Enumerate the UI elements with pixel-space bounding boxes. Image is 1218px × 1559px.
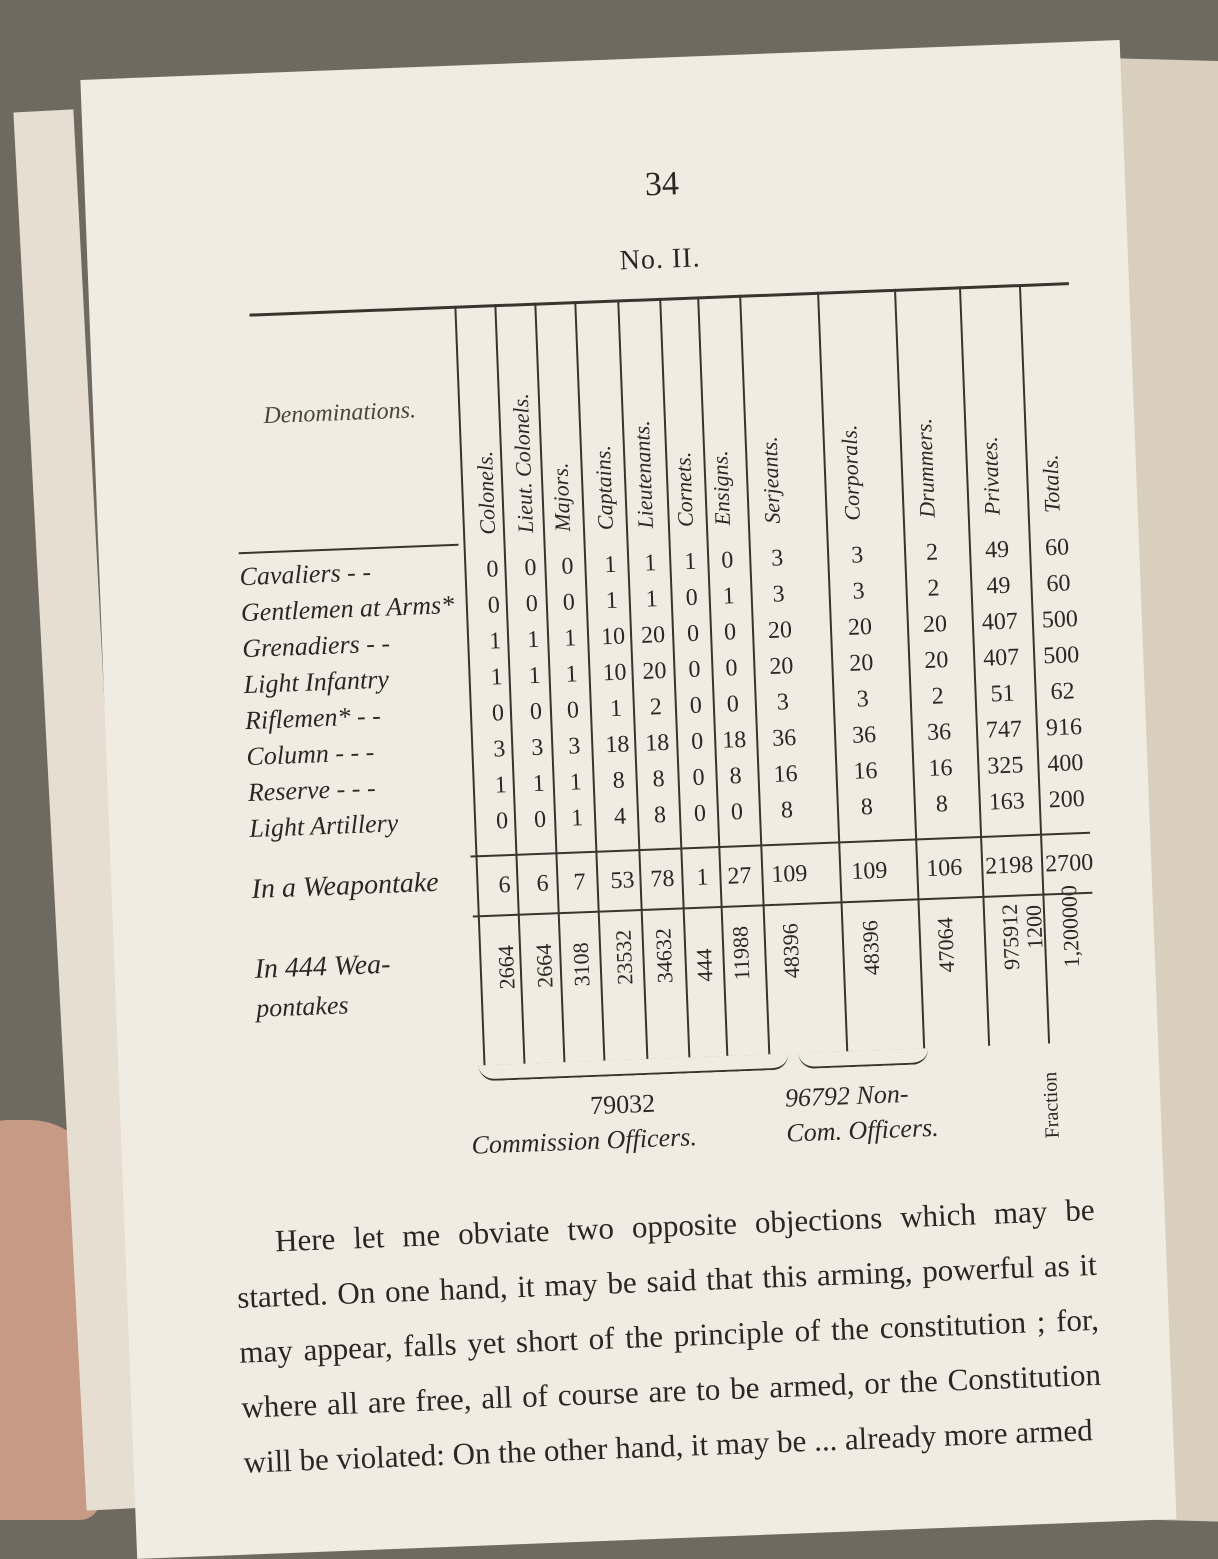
row-label: Riflemen* - - bbox=[244, 700, 382, 736]
table-cell: 0 bbox=[566, 697, 580, 724]
column-header: Ensigns. bbox=[707, 450, 735, 527]
table-cell: 1 bbox=[494, 772, 508, 799]
table-cell: 60 bbox=[1045, 570, 1071, 598]
table-cell: 0 bbox=[687, 656, 701, 684]
table-cell: 0 bbox=[495, 808, 509, 835]
table-cell: 0 bbox=[726, 691, 740, 718]
table-cell: 1 bbox=[532, 770, 546, 798]
table-cell: 0 bbox=[533, 806, 547, 834]
table-cell: 1 bbox=[569, 769, 583, 796]
header-underline bbox=[239, 544, 459, 554]
noncom-brace bbox=[798, 1048, 929, 1069]
table-cell: 16 bbox=[927, 755, 953, 782]
row-label: Light Infantry bbox=[243, 664, 390, 700]
body-text: Here let me obviate two opposite objections which may be started. On one hand, it may be said that this arming, powerful as it may appear, falls yet short of the principle of the constitution ; for, where all are free, all of course are to be armed, or the Constitution will be violated: On the other hand, it may be ... already more armed bbox=[236, 1191, 1102, 1480]
table-cell: 0 bbox=[487, 592, 501, 619]
table-cell: 3 bbox=[492, 736, 506, 763]
body-paragraph bbox=[234, 1182, 1104, 1490]
table-cell: 8 bbox=[612, 767, 626, 795]
table-cell: 0 bbox=[485, 556, 499, 583]
table-cell: 3 bbox=[772, 581, 786, 608]
table-cell: 747 bbox=[985, 716, 1023, 744]
table-cell: 325 bbox=[986, 752, 1024, 780]
page-number: 34 bbox=[644, 165, 680, 204]
table-cell: 18 bbox=[644, 729, 670, 757]
commission-total: 79032 bbox=[589, 1088, 656, 1121]
table-cell: 3 bbox=[850, 542, 864, 569]
table-cell: 36 bbox=[926, 719, 952, 746]
weapontake-cell: 6 bbox=[498, 872, 512, 899]
column-header: Serjeants. bbox=[756, 435, 785, 525]
fraction-label: Fraction bbox=[1039, 1071, 1064, 1139]
table-cell: 1 bbox=[643, 550, 657, 577]
weapontake-cell: 109 bbox=[770, 860, 808, 889]
table-cell: 8 bbox=[780, 797, 794, 824]
commission-label: Commission Officers. bbox=[471, 1122, 698, 1160]
total-label-2: pontakes bbox=[255, 990, 350, 1023]
table-cell: 36 bbox=[851, 721, 877, 749]
row-label: Gentlemen at Arms* bbox=[240, 590, 455, 628]
table-cell: 49 bbox=[985, 572, 1011, 600]
table-cell: 2 bbox=[649, 694, 663, 721]
table-cell: 10 bbox=[602, 659, 628, 687]
weapontake-cell: 2198 bbox=[984, 851, 1034, 880]
table-cell: 3 bbox=[852, 578, 866, 605]
table-cell: 0 bbox=[692, 764, 706, 791]
total-cell: 2664 bbox=[492, 944, 520, 990]
privates-extra-cell: 1200 bbox=[1020, 904, 1048, 950]
column-header: Drummers. bbox=[910, 417, 940, 519]
table-cell: 16 bbox=[853, 757, 878, 785]
column-header: Majors. bbox=[547, 462, 576, 533]
column-header: Captains. bbox=[589, 444, 619, 531]
table-cell: 0 bbox=[685, 584, 699, 612]
total-cell: 2664 bbox=[530, 943, 558, 989]
table-cell: 1 bbox=[645, 586, 659, 613]
table-cell: 0 bbox=[720, 547, 734, 574]
total-label-1: In 444 Wea- bbox=[254, 948, 391, 985]
row-label: Reserve - - - bbox=[247, 773, 377, 808]
table-cell: 1 bbox=[563, 625, 577, 652]
table-cell: 36 bbox=[771, 724, 797, 752]
row-label: Grenadiers - - bbox=[241, 628, 391, 664]
total-cell: 48396 bbox=[777, 922, 805, 979]
table-cell: 407 bbox=[982, 644, 1020, 672]
noncom-label: Com. Officers. bbox=[785, 1112, 940, 1148]
table-cell: 0 bbox=[723, 619, 737, 646]
table-title: No. II. bbox=[619, 242, 702, 277]
weapontake-cell: 7 bbox=[573, 869, 587, 896]
weapontake-cell: 1 bbox=[695, 864, 709, 891]
total-cell: 11988 bbox=[727, 925, 755, 981]
table-cell: 1 bbox=[683, 548, 697, 576]
total-cell: 3108 bbox=[567, 941, 595, 987]
table-cell: 8 bbox=[729, 763, 743, 790]
table-cell: 20 bbox=[847, 613, 873, 641]
weapontake-cell: 53 bbox=[610, 867, 636, 895]
table-cell: 8 bbox=[935, 791, 949, 818]
table-cell: 20 bbox=[767, 617, 793, 644]
table-cell: 200 bbox=[1048, 785, 1086, 814]
table-cell: 20 bbox=[640, 621, 666, 649]
table-cell: 18 bbox=[721, 726, 747, 754]
noncom-total: 96792 Non- bbox=[784, 1078, 909, 1113]
row-label: Cavaliers - - bbox=[239, 557, 372, 592]
table-cell: 0 bbox=[689, 692, 703, 720]
denominations-header: Denominations. bbox=[262, 397, 417, 430]
table-cell: 20 bbox=[923, 647, 949, 674]
weapontake-cell: 2700 bbox=[1044, 849, 1094, 878]
weapontake-cell: 27 bbox=[726, 862, 752, 890]
table-cell: 1 bbox=[526, 626, 540, 654]
table-cell: 49 bbox=[984, 536, 1010, 564]
table-cell: 0 bbox=[690, 728, 704, 755]
table-cell: 1 bbox=[488, 628, 502, 655]
total-cell: 975912 bbox=[996, 903, 1025, 971]
table-cell: 500 bbox=[1041, 606, 1079, 634]
weapontake-cell: 6 bbox=[536, 870, 550, 898]
weapontake-label: In a Weapontake bbox=[250, 866, 440, 905]
table-cell: 916 bbox=[1045, 713, 1083, 742]
table-cell: 62 bbox=[1050, 678, 1076, 706]
table-cell: 2 bbox=[931, 683, 945, 710]
table-cell: 163 bbox=[988, 788, 1026, 816]
table-cell: 3 bbox=[530, 734, 544, 762]
row-label: Column - - - bbox=[245, 737, 375, 772]
table-cell: 20 bbox=[768, 653, 794, 680]
table-cell: 0 bbox=[693, 800, 707, 827]
table-cell: 1 bbox=[570, 805, 584, 832]
table-cell: 407 bbox=[981, 608, 1019, 636]
table-cell: 3 bbox=[776, 689, 790, 716]
table-cell: 2 bbox=[925, 539, 939, 566]
table-cell: 0 bbox=[724, 655, 738, 682]
total-cell: 34632 bbox=[650, 927, 678, 984]
table-cell: 8 bbox=[652, 766, 666, 793]
table-cell: 500 bbox=[1042, 642, 1080, 670]
table-cell: 10 bbox=[600, 623, 626, 651]
table-cell: 1 bbox=[722, 583, 736, 610]
table-cell: 1 bbox=[605, 587, 619, 615]
book-page bbox=[80, 40, 1176, 1559]
table-cell: 20 bbox=[922, 611, 948, 639]
column-header: Totals. bbox=[1037, 454, 1065, 514]
table-cell: 16 bbox=[773, 760, 799, 788]
column-header: Lieut. Colonels. bbox=[507, 392, 539, 534]
column-header: Lieutenants. bbox=[628, 420, 659, 530]
total-cell: 48396 bbox=[857, 919, 885, 976]
weapontake-cell: 106 bbox=[925, 854, 963, 883]
column-header: Cornets. bbox=[670, 451, 698, 528]
column-header: Colonels. bbox=[471, 450, 501, 536]
table-cell: 4 bbox=[613, 803, 627, 831]
total-cell: 1,200000 bbox=[1056, 884, 1085, 969]
table-cell: 8 bbox=[860, 794, 874, 821]
table-cell: 0 bbox=[562, 589, 576, 616]
total-cell: 444 bbox=[691, 948, 718, 983]
table-cell: 1 bbox=[609, 695, 623, 723]
total-cell: 23532 bbox=[610, 929, 638, 986]
table-cell: 2 bbox=[927, 575, 941, 602]
table-cell: 18 bbox=[604, 731, 630, 759]
table-cell: 0 bbox=[491, 700, 505, 727]
row-label: Light Artillery bbox=[248, 808, 399, 844]
table-cell: 3 bbox=[567, 733, 581, 760]
table-cell: 3 bbox=[856, 686, 870, 713]
weapontake-cell: 78 bbox=[650, 865, 675, 893]
weapontake-cell: 109 bbox=[850, 857, 888, 885]
table-cell: 1 bbox=[528, 662, 542, 690]
table-cell: 8 bbox=[653, 802, 667, 829]
table-cell: 0 bbox=[560, 553, 574, 580]
table-cell: 0 bbox=[529, 698, 543, 726]
table-cell: 20 bbox=[642, 657, 667, 685]
table-cell: 0 bbox=[686, 620, 700, 648]
table-cell: 0 bbox=[523, 554, 537, 582]
table-cell: 400 bbox=[1046, 749, 1084, 778]
table-cell: 51 bbox=[990, 680, 1016, 708]
table-cell: 1 bbox=[490, 664, 504, 691]
table-cell: 1 bbox=[565, 661, 579, 688]
column-header: Corporals. bbox=[836, 424, 865, 522]
total-cell: 47064 bbox=[932, 916, 960, 973]
table-cell: 60 bbox=[1044, 534, 1070, 562]
table-cell: 3 bbox=[770, 545, 784, 572]
table-cell: 0 bbox=[730, 799, 744, 826]
table-cell: 1 bbox=[603, 551, 617, 579]
table-cell: 0 bbox=[525, 590, 539, 618]
table-cell: 20 bbox=[848, 649, 874, 677]
column-header: Privates. bbox=[976, 436, 1005, 516]
